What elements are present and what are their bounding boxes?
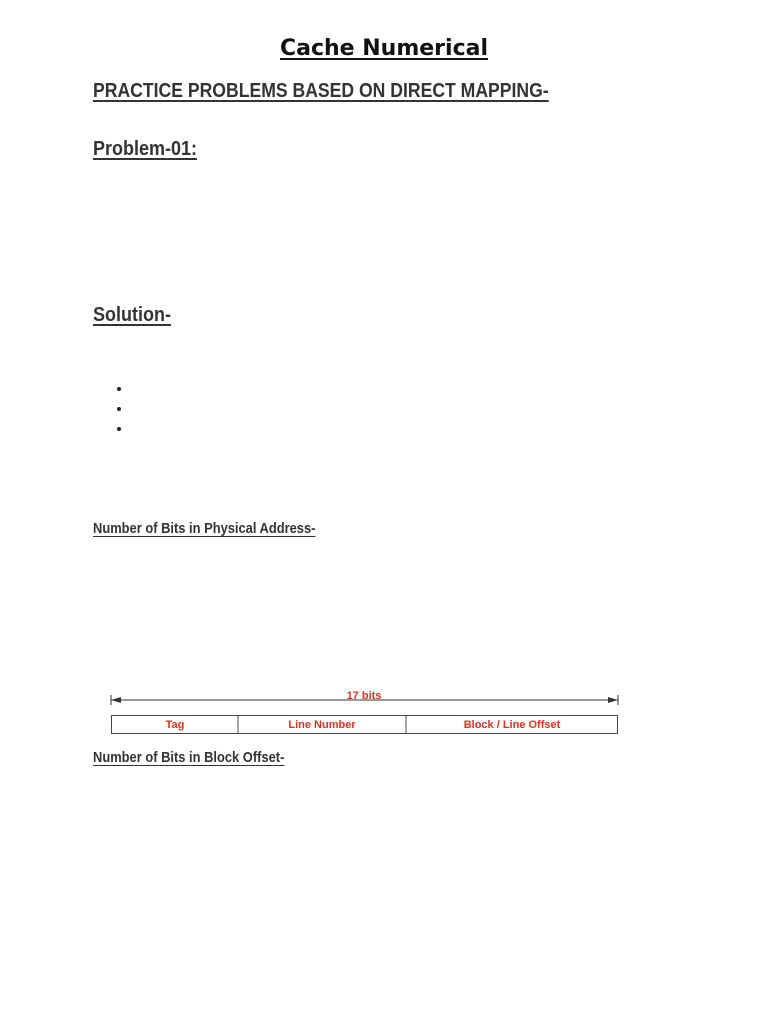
physical-address-heading: Number of Bits in Physical Address- <box>93 520 316 537</box>
address-format-svg <box>108 688 622 736</box>
solution-bullet-list <box>112 378 132 438</box>
block-offset-field-label: Block / Line Offset <box>463 719 561 731</box>
solution-heading: Solution- <box>93 304 171 326</box>
block-offset-heading: Number of Bits in Block Offset- <box>93 749 285 766</box>
address-format-diagram <box>108 688 622 736</box>
arrow-right-icon <box>608 697 618 703</box>
tag-field-label: Tag <box>165 719 185 731</box>
problem-heading: Problem-01: <box>93 138 198 160</box>
line-number-field-label: Line Number <box>288 719 356 731</box>
arrow-left-icon <box>111 697 121 703</box>
total-bits-label: 17 bits <box>346 690 382 702</box>
section-heading: PRACTICE PROBLEMS BASED ON DIRECT MAPPING- <box>93 80 549 102</box>
page-title: Cache Numerical <box>279 36 488 61</box>
